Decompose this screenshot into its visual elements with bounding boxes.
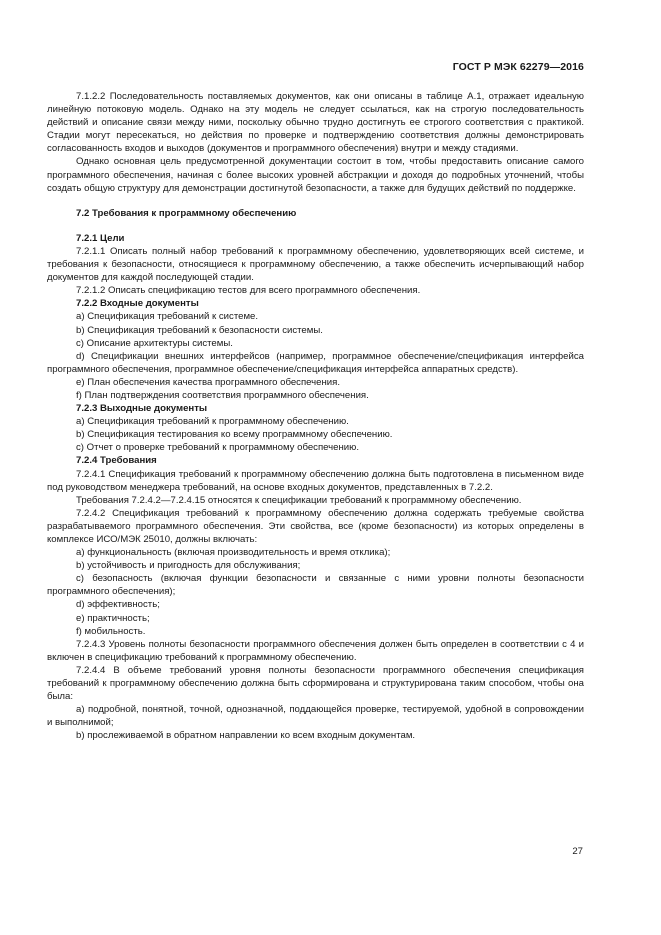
subsection-heading-7-2-3: 7.2.3 Выходные документы <box>76 403 208 415</box>
paragraph-7-1-2-2: 7.1.2.2 Последовательность поставляемых документов, как они описаны в таблице А.1, отражает идеальную линейную потоковую модель. Однако на эту модель не следует ссылаться, как на строгую последовательность действий и описание связи между ними, поскольку обычно трудно достигнуть ее строгого соответствия с практикой. Стадии могут пересекаться, но действия по проверке и подтверждению соответствия должны демонстрировать согласованность входов и выходов (документов и программного обеспечения) внутри и между стадиями. <box>47 91 584 155</box>
list-item-property-e: e) практичность; <box>76 612 150 624</box>
paragraph-7-2-1-1: 7.2.1.1 Описать полный набор требований к программному обеспечению, удовлетворяющих всей системе, и требования к безопасности, относящиеся к программному обеспечению, а также обеспечить исчерпывающий набор документов для каждой последующей стадии. <box>47 245 584 284</box>
list-item-requirement-b: b) прослеживаемой в обратном направлении ко всем входным документам. <box>76 730 416 742</box>
list-item-input-b: b) Спецификация требований к безопасности системы. <box>76 324 323 336</box>
list-item-property-d: d) эффективность; <box>76 599 160 611</box>
paragraph-documentation-purpose: Однако основная цель предусмотренной документации состоит в том, чтобы предоставить описание самого программного обеспечения, начиная с более высоких уровней абстракции и доходя до подробных уточнений, чтобы создать общую структуру для демонстрации достигнутой безопасности, а также для будущих действий по поддержке. <box>47 156 584 194</box>
paragraph-7-2-4-1: 7.2.4.1 Спецификация требований к программному обеспечению должна быть подготовлена в письменном виде под руководством менеджера требований, на основе входных документов, представленных в 7.2.2. <box>47 468 584 493</box>
list-item-output-a: a) Спецификация требований к программному обеспечению. <box>76 416 349 428</box>
paragraph-7-2-4-1-scope: Требования 7.2.4.2—7.2.4.15 относятся к спецификации требований к программному обеспечению. <box>76 494 522 506</box>
list-item-output-b: b) Спецификация тестирования ко всему программному обеспечению. <box>76 429 393 441</box>
list-item-input-f: f) План подтверждения соответствия программного обеспечения. <box>76 389 369 401</box>
list-item-input-d: d) Спецификации внешних интерфейсов (например, программное обеспечение/спецификация интерфейса программного обеспечения, программное обеспечение/спецификация интерфейса аппаратных средств). <box>47 350 584 375</box>
paragraph-7-2-4-2: 7.2.4.2 Спецификация требований к программному обеспечению должна содержать требуемые свойства разрабатываемого программного обеспечения. Эти свойства, все (кроме безопасности) из которых определены в комплексе ИСО/МЭК 25010, должны включать: <box>47 507 584 545</box>
subsection-heading-7-2-1: 7.2.1 Цели <box>76 232 125 244</box>
list-item-requirement-a: a) подробной, понятной, точной, однозначной, поддающейся проверке, тестируемой, удобной в сопровождении и выполнимой; <box>47 704 584 729</box>
list-item-input-e: e) План обеспечения качества программного обеспечения. <box>76 376 341 388</box>
section-heading-7-2: 7.2 Требования к программному обеспечению <box>76 207 297 219</box>
page-body <box>47 90 584 743</box>
subsection-heading-7-2-2: 7.2.2 Входные документы <box>76 298 199 310</box>
list-item-input-c: c) Описание архитектуры системы. <box>76 337 233 349</box>
page-number: 27 <box>572 846 583 857</box>
document-header: ГОСТ Р МЭК 62279—2016 <box>452 61 584 73</box>
list-item-output-c: c) Отчет о проверке требований к программному обеспечению. <box>76 442 360 454</box>
subsection-heading-7-2-4: 7.2.4 Требования <box>76 455 157 467</box>
paragraph-7-2-1-2: 7.2.1.2 Описать спецификацию тестов для всего программного обеспечения. <box>76 285 421 297</box>
list-item-input-a: a) Спецификация требований к системе. <box>76 311 259 323</box>
list-item-property-f: f) мобильность. <box>76 625 146 637</box>
paragraph-7-2-4-4: 7.2.4.4 В объеме требований уровня полноты безопасности программного обеспечения спецификация требований к программному обеспечению должна быть сформирована и структурирована таким способом, чтобы она была: <box>47 664 584 703</box>
list-item-property-b: b) устойчивость и пригодность для обслуживания; <box>76 560 301 572</box>
paragraph-7-2-4-3: 7.2.4.3 Уровень полноты безопасности программного обеспечения должен быть определен в соответствии с 4 и включен в спецификацию требований к программному обеспечению. <box>47 638 584 663</box>
list-item-property-c: c) безопасность (включая функции безопасности и связанные с ними уровни полноты безопасности программного обеспечения); <box>47 573 584 598</box>
list-item-property-a: a) функциональность (включая производительность и время отклика); <box>76 547 391 559</box>
